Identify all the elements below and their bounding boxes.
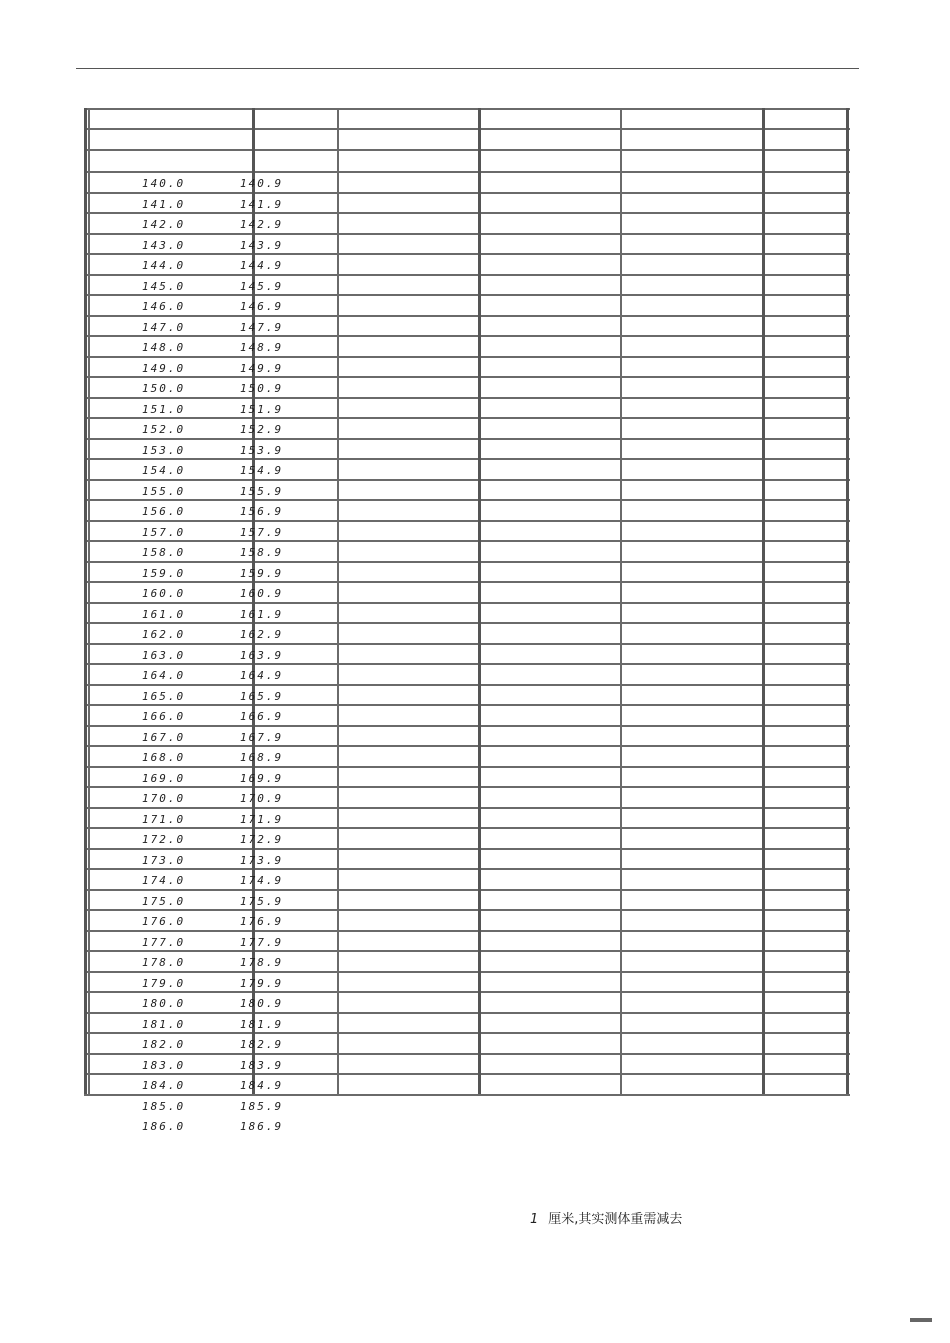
height-to-cell: 166.9: [240, 710, 284, 723]
height-to-cell: 151.9: [240, 402, 284, 416]
height-to-cell: 147.9: [240, 320, 284, 334]
height-from-cell: 174.0: [142, 874, 186, 887]
height-from-cell: 140.0: [142, 177, 186, 190]
grid-row-line: [84, 807, 850, 809]
height-from-cell: 151.0: [142, 402, 186, 416]
height-from-cell: 144.0: [142, 259, 186, 272]
grid-row-line: [84, 868, 850, 870]
grid-row-line: [84, 684, 850, 686]
height-from-cell: 157.0: [142, 525, 186, 539]
footnote-number: 1: [530, 1212, 539, 1227]
height-from-cell: 181.0: [142, 1017, 186, 1031]
height-from-cell: 186.0: [142, 1120, 186, 1133]
height-from-cell: 180.0: [142, 997, 186, 1010]
height-from-cell: 155.0: [142, 484, 186, 498]
height-to-cell: 173.9: [240, 853, 284, 867]
footnote: [530, 1208, 682, 1227]
height-from-cell: 147.0: [142, 320, 186, 334]
height-from-cell: 183.0: [142, 1058, 186, 1072]
height-from-cell: 167.0: [142, 730, 186, 744]
grid-column-line: [478, 108, 481, 1094]
height-to-cell: 163.9: [240, 648, 284, 662]
height-from-cell: 175.0: [142, 894, 186, 908]
height-to-cell: 145.9: [240, 279, 284, 293]
height-to-cell: 176.9: [240, 915, 284, 928]
grid-row-line: [84, 128, 850, 130]
grid-row-line: [84, 581, 850, 583]
grid-column-line: [84, 108, 87, 1094]
grid-row-line: [84, 356, 850, 358]
height-to-cell: 183.9: [240, 1058, 284, 1072]
height-to-cell: 184.9: [240, 1079, 284, 1092]
height-to-cell: 156.9: [240, 505, 284, 518]
height-from-cell: 161.0: [142, 607, 186, 621]
grid-row-line: [84, 622, 850, 624]
height-to-cell: 167.9: [240, 730, 284, 744]
height-to-cell: 162.9: [240, 628, 284, 641]
height-to-cell: 180.9: [240, 997, 284, 1010]
grid-row-line: [84, 458, 850, 460]
height-to-cell: 179.9: [240, 976, 284, 990]
height-from-cell: 149.0: [142, 361, 186, 375]
height-to-cell: 148.9: [240, 341, 284, 354]
height-to-cell: 172.9: [240, 833, 284, 846]
grid-row-line: [84, 889, 850, 891]
height-from-cell: 177.0: [142, 935, 186, 949]
grid-row-line: [84, 1094, 850, 1096]
grid-row-line: [84, 1053, 850, 1055]
height-from-cell: 168.0: [142, 751, 186, 764]
height-to-cell: 157.9: [240, 525, 284, 539]
grid-row-line: [84, 602, 850, 604]
height-to-cell: 169.9: [240, 771, 284, 785]
height-to-cell: 181.9: [240, 1017, 284, 1031]
grid-row-line: [84, 417, 850, 419]
grid-row-line: [84, 704, 850, 706]
height-from-cell: 176.0: [142, 915, 186, 928]
top-rule: [76, 68, 859, 69]
height-from-cell: 159.0: [142, 566, 186, 580]
height-from-cell: 169.0: [142, 771, 186, 785]
grid-column-line: [620, 108, 622, 1094]
grid-row-line: [84, 274, 850, 276]
grid-row-line: [84, 397, 850, 399]
height-to-cell: 177.9: [240, 935, 284, 949]
height-to-cell: 178.9: [240, 956, 284, 969]
grid-row-line: [84, 438, 850, 440]
grid-row-line: [84, 1073, 850, 1075]
height-from-cell: 142.0: [142, 218, 186, 231]
height-from-cell: 173.0: [142, 853, 186, 867]
height-from-cell: 152.0: [142, 423, 186, 436]
height-to-cell: 142.9: [240, 218, 284, 231]
grid-row-line: [84, 725, 850, 727]
height-to-cell: 182.9: [240, 1038, 284, 1051]
grid-row-line: [84, 1032, 850, 1034]
grid-row-line: [84, 108, 850, 110]
grid-row-line: [84, 991, 850, 993]
height-from-cell: 162.0: [142, 628, 186, 641]
height-to-cell: 168.9: [240, 751, 284, 764]
height-from-cell: 141.0: [142, 197, 186, 211]
height-from-cell: 153.0: [142, 443, 186, 457]
height-from-cell: 164.0: [142, 669, 186, 682]
height-to-cell: 170.9: [240, 792, 284, 805]
grid-column-line: [846, 108, 849, 1094]
height-to-cell: 150.9: [240, 382, 284, 395]
height-from-cell: 148.0: [142, 341, 186, 354]
height-from-cell: 166.0: [142, 710, 186, 723]
grid-row-line: [84, 149, 850, 151]
grid-column-line: [762, 108, 765, 1094]
grid-row-line: [84, 253, 850, 255]
height-from-cell: 160.0: [142, 587, 186, 600]
grid-row-line: [84, 786, 850, 788]
grid-row-line: [84, 1012, 850, 1014]
height-to-cell: 174.9: [240, 874, 284, 887]
grid-column-line: [88, 108, 90, 1094]
grid-row-line: [84, 930, 850, 932]
grid-row-line: [84, 376, 850, 378]
height-to-cell: 152.9: [240, 423, 284, 436]
height-to-cell: 149.9: [240, 361, 284, 375]
height-from-cell: 145.0: [142, 279, 186, 293]
grid-row-line: [84, 315, 850, 317]
grid-row-line: [84, 520, 850, 522]
height-to-cell: 186.9: [240, 1120, 284, 1133]
grid-row-line: [84, 643, 850, 645]
height-to-cell: 140.9: [240, 177, 284, 190]
height-to-cell: 155.9: [240, 484, 284, 498]
height-to-cell: 159.9: [240, 566, 284, 580]
height-from-cell: 184.0: [142, 1079, 186, 1092]
height-from-cell: 154.0: [142, 464, 186, 477]
height-from-cell: 171.0: [142, 812, 186, 826]
height-to-cell: 165.9: [240, 689, 284, 703]
height-from-cell: 182.0: [142, 1038, 186, 1051]
grid-row-line: [84, 479, 850, 481]
grid-row-line: [84, 561, 850, 563]
height-to-cell: 164.9: [240, 669, 284, 682]
height-from-cell: 172.0: [142, 833, 186, 846]
grid-row-line: [84, 909, 850, 911]
height-from-cell: 185.0: [142, 1099, 186, 1113]
height-table-grid: [84, 108, 850, 1094]
grid-row-line: [84, 971, 850, 973]
height-from-cell: 158.0: [142, 546, 186, 559]
page-corner-mark: [910, 1318, 932, 1322]
height-to-cell: 143.9: [240, 238, 284, 252]
footnote-text: 厘米,其实测体重需减去: [548, 1212, 683, 1227]
height-from-cell: 178.0: [142, 956, 186, 969]
height-to-cell: 175.9: [240, 894, 284, 908]
height-from-cell: 150.0: [142, 382, 186, 395]
height-to-cell: 144.9: [240, 259, 284, 272]
grid-row-line: [84, 745, 850, 747]
grid-row-line: [84, 663, 850, 665]
grid-row-line: [84, 233, 850, 235]
grid-row-line: [84, 540, 850, 542]
grid-row-line: [84, 212, 850, 214]
height-to-cell: 161.9: [240, 607, 284, 621]
height-from-cell: 156.0: [142, 505, 186, 518]
height-from-cell: 146.0: [142, 300, 186, 313]
grid-row-line: [84, 192, 850, 194]
height-to-cell: 185.9: [240, 1099, 284, 1113]
height-from-cell: 143.0: [142, 238, 186, 252]
grid-column-line: [337, 108, 339, 1094]
grid-row-line: [84, 950, 850, 952]
height-from-cell: 170.0: [142, 792, 186, 805]
height-to-cell: 158.9: [240, 546, 284, 559]
height-to-cell: 146.9: [240, 300, 284, 313]
height-to-cell: 141.9: [240, 197, 284, 211]
height-to-cell: 154.9: [240, 464, 284, 477]
height-to-cell: 153.9: [240, 443, 284, 457]
height-to-cell: 160.9: [240, 587, 284, 600]
grid-row-line: [84, 827, 850, 829]
height-from-cell: 163.0: [142, 648, 186, 662]
grid-row-line: [84, 294, 850, 296]
height-from-cell: 165.0: [142, 689, 186, 703]
grid-row-line: [84, 499, 850, 501]
grid-row-line: [84, 848, 850, 850]
grid-row-line: [84, 766, 850, 768]
height-from-cell: 179.0: [142, 976, 186, 990]
grid-row-line: [84, 171, 850, 173]
grid-row-line: [84, 335, 850, 337]
height-to-cell: 171.9: [240, 812, 284, 826]
